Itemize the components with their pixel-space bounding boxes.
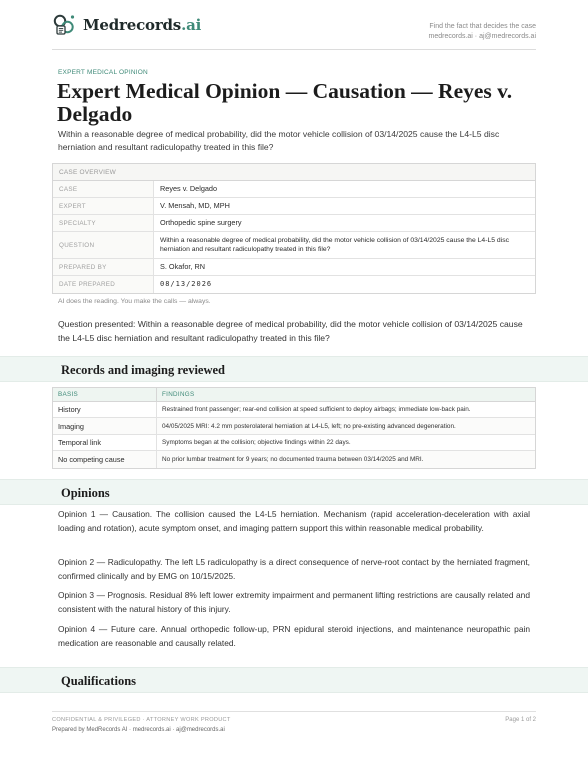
basis-cell: History [53,402,157,417]
table-row [53,418,535,434]
brand-name [83,16,201,34]
overview-value: Reyes v. Delgado [160,184,218,194]
records-table-header [53,388,535,402]
section-title: Qualifications [61,674,137,688]
overview-key: QUESTION [53,232,154,258]
prepared-by-footer: Prepared by MedRecords AI · medrecords.ai · aj@medrecords.ai [52,727,225,733]
ai-disclaimer: AI does the reading. You make the calls — always. [58,298,211,305]
footer-divider [52,711,536,712]
overview-row [53,259,535,276]
section-title: Records and imaging reviewed [61,363,225,377]
table-row [53,402,535,418]
overview-value: V. Mensah, MD, MPH [160,201,230,211]
overview-row [53,198,535,215]
header-contact: medrecords.ai · aj@medrecords.ai [428,33,536,40]
brand-suffix: .ai [181,15,202,34]
findings-cell: Symptoms began at the collision; objective findings within 22 days. [162,438,351,446]
findings-cell: 04/05/2025 MRI: 4.2 mm posterolateral herniation at L4-L5, left; no pre-existing advanced degeneration. [162,422,456,430]
overview-value: Orthopedic spine surgery [160,218,242,228]
page-header [52,12,536,46]
overview-row [53,215,535,232]
page-title: Expert Medical Opinion — Causation — Reyes v. Delgado [57,79,513,126]
confidential-notice: CONFIDENTIAL & PRIVILEGED · ATTORNEY WORK PRODUCT [52,717,231,723]
records-table [52,387,536,469]
overview-value: Within a reasonable degree of medical probability, did the motor vehicle collision of 03/14/2025 cause the L4-L5 disc herniation and resultant radiculopathy treated in this file? [160,236,509,253]
basis-cell: Imaging [53,418,157,433]
header-meta [429,22,536,42]
section-header-opinions [0,479,588,505]
overview-key: PREPARED BY [53,259,154,275]
caduceus-icon [52,12,77,37]
overview-value: S. Okafor, RN [160,262,206,272]
document-eyebrow: EXPERT MEDICAL OPINION [58,69,148,76]
page-subtitle: Within a reasonable degree of medical probability, did the motor vehicle collision of 03/14/2025 cause the L4-L5 disc herniation and resultant radiculopathy treated in this file? [58,129,500,152]
opinion-paragraph: Opinion 4 — Future care. Annual orthopedic follow-up, PRN epidural steroid injections, and maintenance neuropathic pain medication are reasonable and causally related. [58,624,530,648]
brand-main: Medrecords [83,15,182,34]
header-divider [52,49,536,50]
page-number: Page 1 of 2 [505,717,536,723]
case-overview-heading: CASE OVERVIEW [53,164,535,181]
date-prepared-value: 08/13/2026 [160,279,213,288]
opinion-paragraph: Opinion 1 — Causation. The collision caused the L4-L5 herniation. Mechanism (rapid acceleration-deceleration with axial loading and rotation), acute symptom onset, and imaging pattern support this within reasonable medical probability. [58,509,530,533]
column-header-findings: FINDINGS [162,391,195,398]
basis-cell: Temporal link [53,435,157,450]
opinion-paragraph: Opinion 3 — Prognosis. Residual 8% left lower extremity impairment and permanent lifting restrictions are causally related and consistent with the natural history of this injury. [58,590,530,614]
findings-cell: No prior lumbar treatment for 9 years; no documented trauma between 03/14/2025 and MRI. [162,455,424,463]
question-presented: Question presented: Within a reasonable degree of medical probability, did the motor vehicle collision of 03/14/2025 cause the L4-L5 disc herniation and resultant radiculopathy treated in this file? [58,319,523,343]
overview-key: SPECIALTY [53,215,154,231]
column-header-basis: BASIS [53,388,157,401]
table-row [53,435,535,451]
section-title: Opinions [61,486,110,500]
overview-row [53,232,535,259]
table-row [53,451,535,467]
basis-cell: No competing cause [53,451,157,467]
tagline: Find the fact that decides the case [429,23,536,30]
overview-key: EXPERT [53,198,154,214]
section-header-records [0,356,588,382]
findings-cell: Restrained front passenger; rear-end collision at speed sufficient to deploy airbags; immediate low-back pain. [162,406,471,414]
case-overview-table [52,163,536,294]
overview-key: CASE [53,181,154,197]
overview-key: DATE PREPARED [53,276,154,293]
overview-row [53,181,535,198]
opinion-paragraph: Opinion 2 — Radiculopathy. The left L5 radiculopathy is a direct consequence of nerve-root contact by the herniated fragment, confirmed clinically and by EMG on 10/15/2025. [58,557,530,581]
overview-row [53,276,535,293]
section-header-qualifications [0,667,588,693]
brand-logo [52,12,201,37]
